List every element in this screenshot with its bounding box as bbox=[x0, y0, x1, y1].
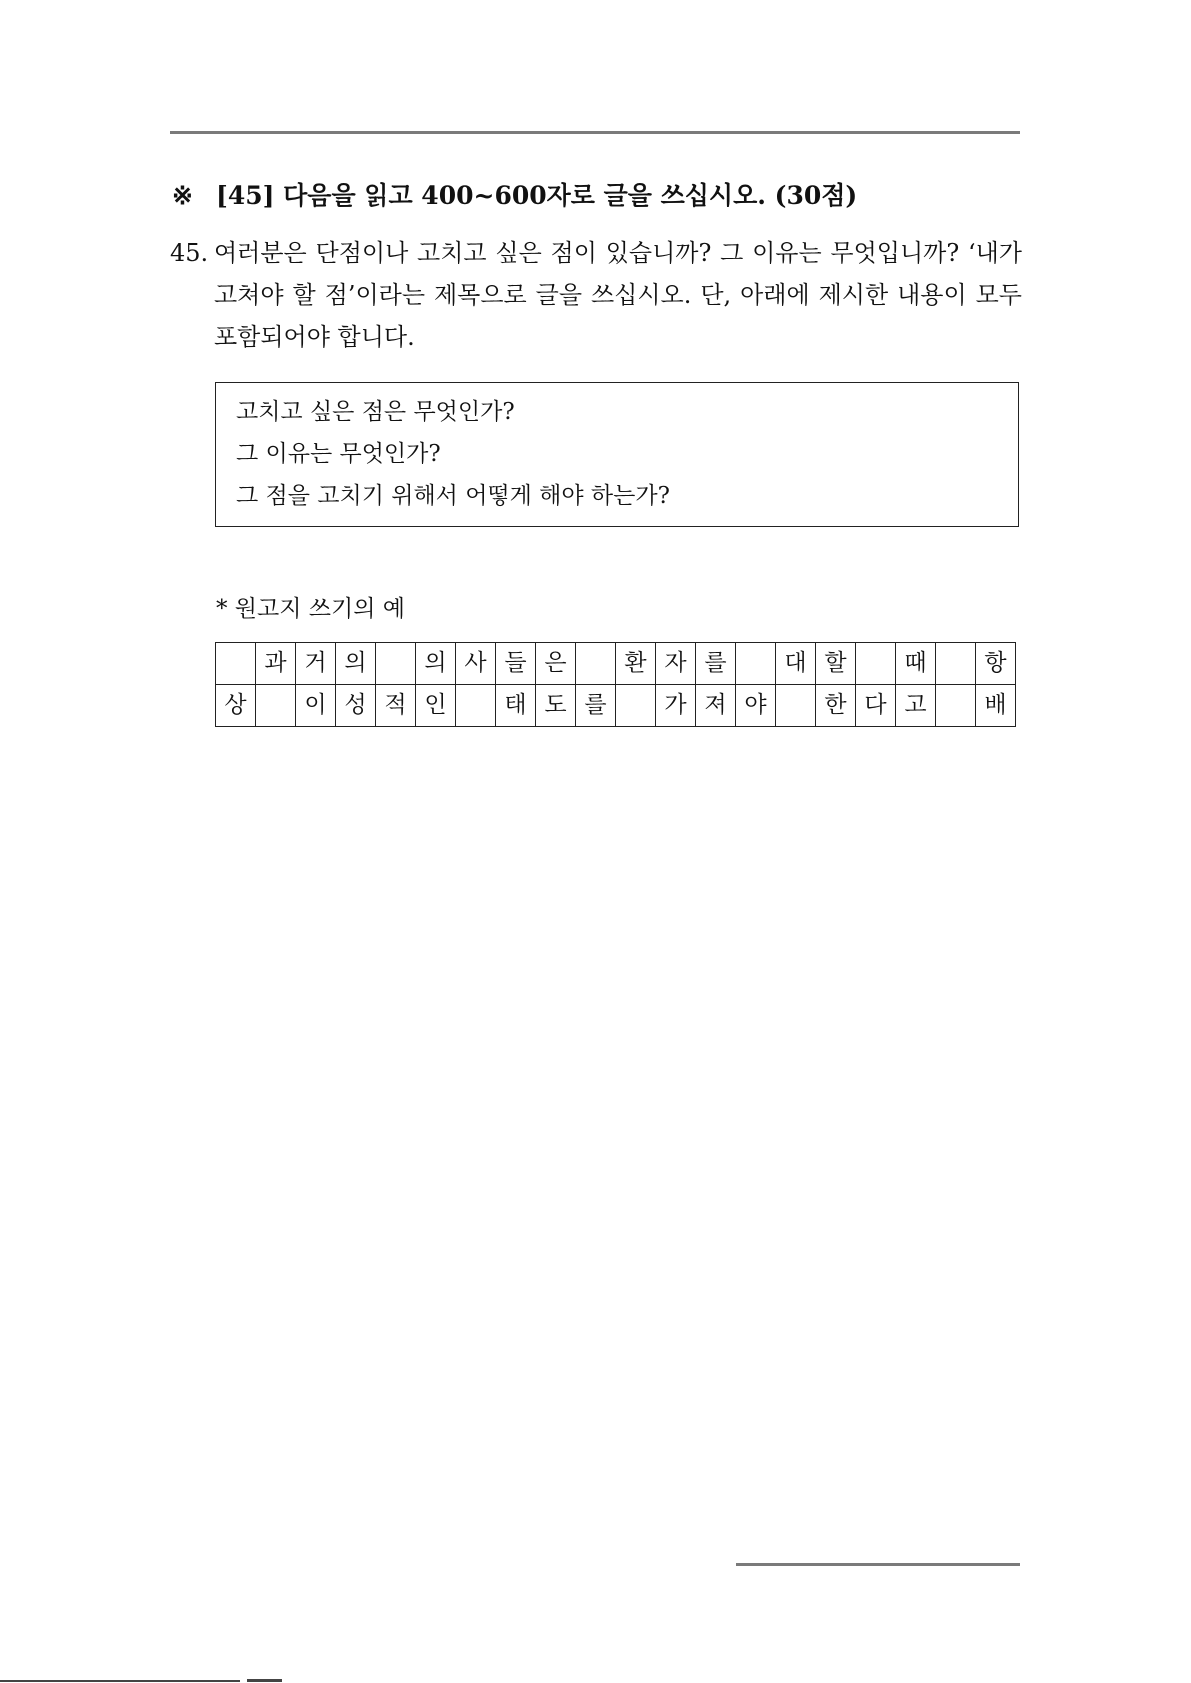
grid-cell bbox=[216, 643, 256, 685]
example-label: * 원고지 쓰기의 예 bbox=[216, 596, 405, 622]
grid-cell: 대 bbox=[776, 643, 816, 685]
grid-cell: 배 bbox=[976, 685, 1016, 727]
grid-cell: 들 bbox=[496, 643, 536, 685]
grid-cell: 이 bbox=[296, 685, 336, 727]
reference-mark: ※ bbox=[172, 181, 193, 210]
grid-cell: 태 bbox=[496, 685, 536, 727]
grid-cell: 인 bbox=[416, 685, 456, 727]
grid-cell bbox=[776, 685, 816, 727]
grid-cell: 져 bbox=[696, 685, 736, 727]
grid-cell: 환 bbox=[616, 643, 656, 685]
grid-cell: 도 bbox=[536, 685, 576, 727]
grid-cell bbox=[616, 685, 656, 727]
manuscript-grid bbox=[215, 642, 1016, 727]
grid-cell: 다 bbox=[856, 685, 896, 727]
scan-mark bbox=[247, 1679, 282, 1682]
grid-cell: 사 bbox=[456, 643, 496, 685]
grid-cell: 자 bbox=[656, 643, 696, 685]
question-number: 45. bbox=[170, 239, 209, 267]
grid-cell: 할 bbox=[816, 643, 856, 685]
grid-row bbox=[216, 643, 1016, 685]
grid-cell bbox=[936, 685, 976, 727]
grid-cell: 의 bbox=[336, 643, 376, 685]
grid-cell: 성 bbox=[336, 685, 376, 727]
grid-cell: 은 bbox=[536, 643, 576, 685]
grid-cell: 를 bbox=[696, 643, 736, 685]
grid-cell: 과 bbox=[256, 643, 296, 685]
scan-mark bbox=[0, 1680, 240, 1682]
grid-cell: 의 bbox=[416, 643, 456, 685]
grid-cell: 한 bbox=[816, 685, 856, 727]
section-heading bbox=[172, 178, 857, 214]
header-rule bbox=[170, 131, 1020, 134]
grid-cell: 야 bbox=[736, 685, 776, 727]
grid-cell bbox=[936, 643, 976, 685]
grid-cell bbox=[256, 685, 296, 727]
requirements-box bbox=[215, 382, 1019, 527]
requirement-line: 그 점을 고치기 위해서 어떻게 해야 하는가? bbox=[236, 483, 670, 509]
requirement-line: 그 이유는 무엇인가? bbox=[236, 441, 441, 467]
grid-cell: 를 bbox=[576, 685, 616, 727]
grid-cell: 상 bbox=[216, 685, 256, 727]
grid-cell bbox=[456, 685, 496, 727]
grid-cell bbox=[376, 643, 416, 685]
footer-rule bbox=[736, 1563, 1020, 1566]
grid-cell: 항 bbox=[976, 643, 1016, 685]
grid-cell: 거 bbox=[296, 643, 336, 685]
question-45 bbox=[170, 232, 1022, 358]
grid-row bbox=[216, 685, 1016, 727]
grid-cell bbox=[576, 643, 616, 685]
grid-cell: 가 bbox=[656, 685, 696, 727]
grid-cell: 적 bbox=[376, 685, 416, 727]
grid-cell bbox=[856, 643, 896, 685]
requirement-line: 고치고 싶은 점은 무엇인가? bbox=[236, 399, 515, 425]
grid-cell: 때 bbox=[896, 643, 936, 685]
grid-cell bbox=[736, 643, 776, 685]
question-text: 여러분은 단점이나 고치고 싶은 점이 있습니까? 그 이유는 무엇입니까? ‘내가 고쳐야 할 점’이라는 제목으로 글을 쓰십시오. 단, 아래에 제시한 내용이 모두 포함되어야 합니다. bbox=[214, 239, 1022, 351]
heading-text: [45] 다음을 읽고 400~600자로 글을 쓰십시오. (30점) bbox=[216, 181, 858, 210]
grid-cell: 고 bbox=[896, 685, 936, 727]
